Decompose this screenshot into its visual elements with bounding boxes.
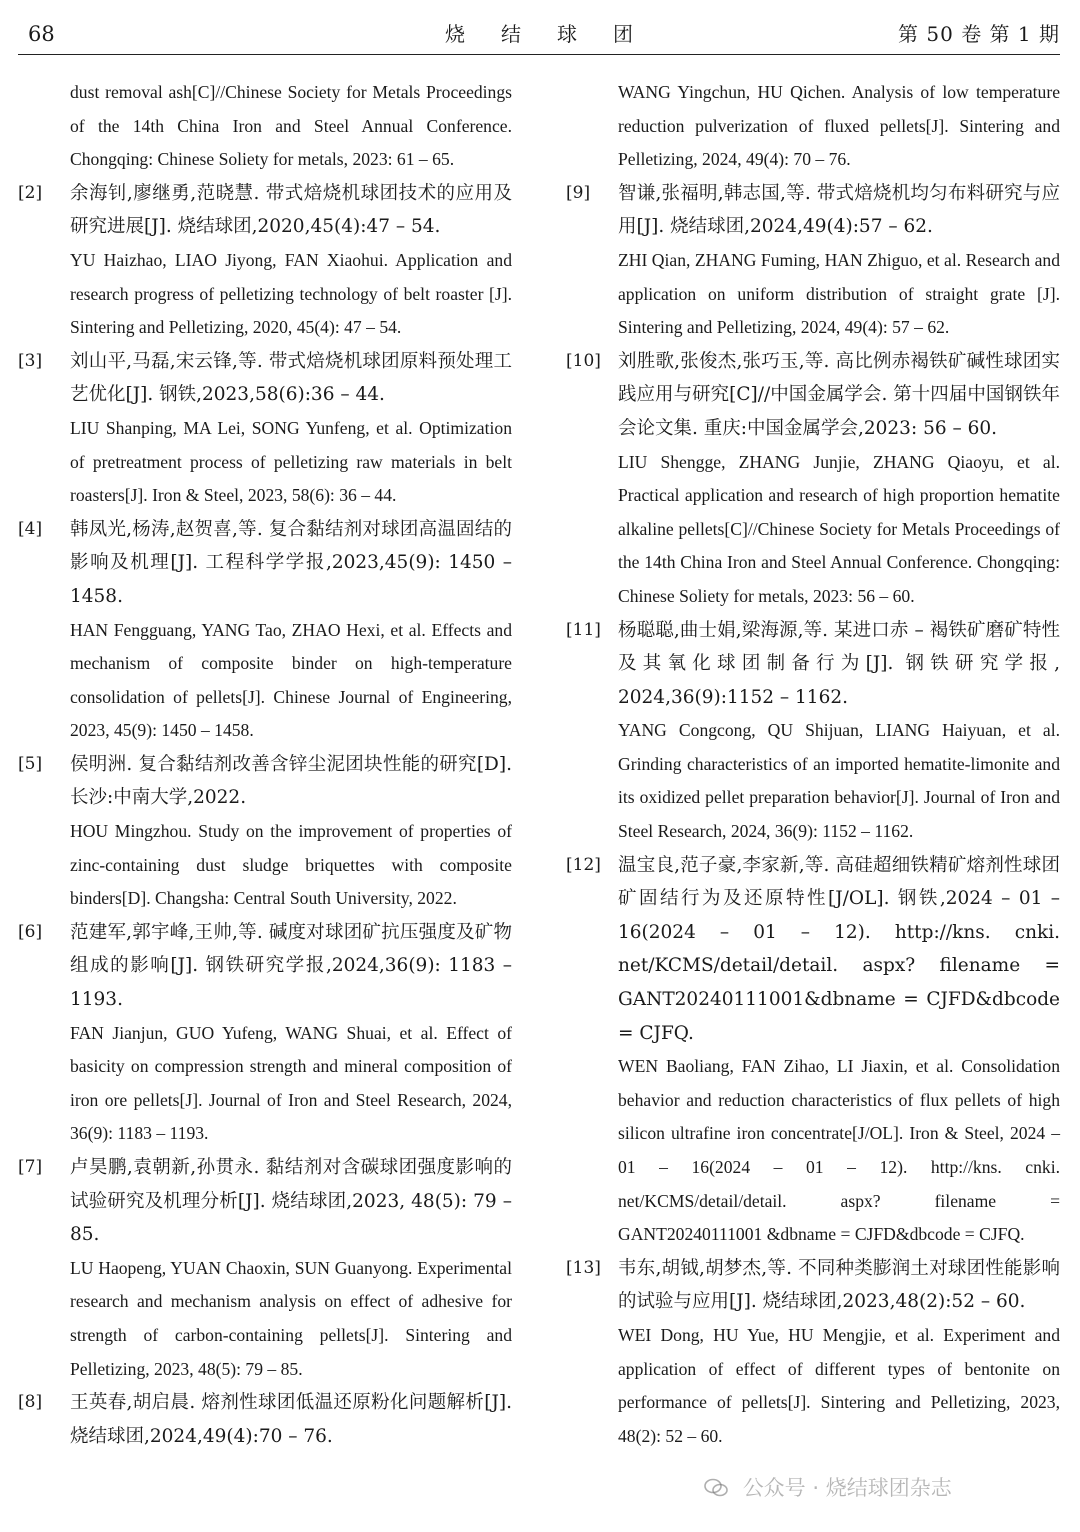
watermark: [704, 1472, 952, 1502]
ref-number: [8]: [18, 1392, 43, 1413]
reference-item: [566, 177, 1060, 345]
ref-zh: 王英春,胡启晨. 熔剂性球团低温还原粉化问题解析[J]. 烧结球团,2024,49(4):70 – 76.: [70, 1392, 512, 1447]
ref-en: YANG Congcong, QU Shijuan, LIANG Haiyuan, et al. Grinding characteristics of an imported hematite-limonite and its oxidized pellet preparation behavior[J]. Journal of Iron and Steel Research, 2024, 36(9): 1152 – 1162.: [618, 720, 1060, 842]
ref-en: HAN Fengguang, YANG Tao, ZHAO Hexi, et al. Effects and mechanism of composite binder on high-temperature consolidation of pellets[J]. Chinese Journal of Engineering, 2023, 45(9): 1450 – 1458.: [70, 619, 512, 741]
reference-item: [566, 345, 1060, 614]
ref-continuation: WANG Yingchun, HU Qichen. Analysis of low temperature reduction pulverization of fluxed pellets[J]. Sintering and Pelletizing, 2024, 49(4): 70 – 76.: [618, 82, 1060, 170]
ref-number: [13]: [566, 1257, 601, 1278]
ref-zh: 智谦,张福明,韩志国,等. 带式焙烧机均匀布料研究与应用[J]. 烧结球团,2024,49(4):57 – 62.: [618, 182, 1060, 238]
ref-number: [4]: [18, 518, 43, 539]
right-column: [566, 76, 1060, 1453]
reference-item: [18, 916, 512, 1151]
ref-zh: 韦东,胡钺,胡梦杰,等. 不同种类膨润土对球团性能影响的试验与应用[J]. 烧结球团,2023,48(2):52 – 60.: [618, 1257, 1060, 1313]
ref-zh: 余海钊,廖继勇,范晓慧. 带式焙烧机球团技术的应用及研究进展[J]. 烧结球团,2020,45(4):47 – 54.: [70, 182, 512, 238]
ref-en: HOU Mingzhou. Study on the improvement of properties of zinc-containing dust sludge briquettes with composite binders[D]. Changsha: Central South University, 2022.: [70, 821, 512, 909]
page-header: [18, 12, 1060, 55]
ref-en: LIU Shengge, ZHANG Junjie, ZHANG Qiaoyu, et al. Practical application and research of high proportion hematite alkaline pellets[C]//Chinese Society for Metals Proceedings of the 14th China Iron and Steel Annual Conference. Chongqing: Chinese Soliety for metals, 2023: 56 – 60.: [618, 451, 1060, 606]
ref-number: [5]: [18, 753, 43, 774]
reference-item: [18, 177, 512, 345]
journal-title: 烧结球团: [445, 22, 669, 46]
wechat-icon: [704, 1478, 728, 1498]
ref-zh: 侯明洲. 复合黏结剂改善含锌尘泥团块性能的研究[D]. 长沙:中南大学,2022.: [70, 753, 512, 809]
ref-en: ZHI Qian, ZHANG Fuming, HAN Zhiguo, et al. Research and application on uniform distribution of straight grate [J]. Sintering and Pelletizing, 2024, 49(4): 57 – 62.: [618, 249, 1060, 338]
ref-zh: 刘胜歌,张俊杰,张巧玉,等. 高比例赤褐铁矿碱性球团实践应用与研究[C]//中国金属学会. 第十四届中国钢铁年会论文集. 重庆:中国金属学会,2023: 56 – 60.: [618, 350, 1060, 439]
ref-en: WEI Dong, HU Yue, HU Mengjie, et al. Experiment and application of effect of different types of bentonite on performance of pellets[J]. Sintering and Pelletizing, 2023, 48(2): 52 – 60.: [618, 1324, 1060, 1446]
ref-number: [2]: [18, 182, 43, 203]
reference-item: [566, 1252, 1060, 1454]
ref-zh: 卢昊鹏,袁朝新,孙贯永. 黏结剂对含碳球团强度影响的试验研究及机理分析[J]. 烧结球团,2023, 48(5): 79 – 85.: [70, 1157, 512, 1246]
reference-item: [18, 345, 512, 513]
ref-zh: 韩凤光,杨涛,赵贺喜,等. 复合黏结剂对球团高温固结的影响及机理[J]. 工程科学学报,2023,45(9): 1450 – 1458.: [70, 518, 512, 607]
reference-item: [18, 1386, 512, 1453]
ref-number: [7]: [18, 1157, 43, 1177]
ref-zh: 温宝良,范子豪,李家新,等. 高硅超细铁精矿熔剂性球团矿固结行为及还原特性[J/OL]. 钢铁,2024 – 01 – 16(2024 – 01 – 12). http://kns. cnki. net/KCMS/detail/detail. aspx? filename = GANT20240111001&dbname = CJFD&dbcode = CJFQ.: [618, 854, 1060, 1044]
ref-zh: 范建军,郭宇峰,王帅,等. 碱度对球团矿抗压强度及矿物组成的影响[J]. 钢铁研究学报,2024,36(9): 1183 – 1193.: [70, 921, 512, 1011]
watermark-text: 公众号 · 烧结球团杂志: [742, 1476, 952, 1500]
ref-en: LU Haopeng, YUAN Chaoxin, SUN Guanyong. Experimental research and mechanism analysis on effect of adhesive for strength of carbon-containing pellets[J]. Sintering and Pelletizing, 2023, 48(5): 79 – 85.: [70, 1257, 512, 1379]
ref-zh: 杨聪聪,曲士娟,梁海源,等. 某进口赤 – 褐铁矿磨矿特性及其氧化球团制备行为[J]. 钢铁研究学报, 2024,36(9):1152 – 1162.: [618, 619, 1060, 708]
ref-en: FAN Jianjun, GUO Yufeng, WANG Shuai, et al. Effect of basicity on compression strength and mineral composition of iron ore pellets[J]. Journal of Iron and Steel Research, 2024, 36(9): 1183 – 1193.: [70, 1022, 512, 1144]
issue-label: 第 50 卷 第 1 期: [898, 22, 1060, 46]
ref-zh: 刘山平,马磊,宋云锋,等. 带式焙烧机球团原料预处理工艺优化[J]. 钢铁,2023,58(6):36 – 44.: [70, 350, 512, 406]
ref-en: LIU Shanping, MA Lei, SONG Yunfeng, et al. Optimization of pretreatment process of pelletizing raw materials in belt roasters[J]. Iron & Steel, 2023, 58(6): 36 – 44.: [70, 417, 512, 506]
ref-number: [3]: [18, 350, 43, 371]
left-column: [18, 76, 512, 1453]
ref-number: [6]: [18, 921, 43, 942]
page-number: 68: [28, 22, 55, 46]
ref-number: [9]: [566, 182, 591, 203]
reference-item: [566, 849, 1060, 1252]
ref-en: YU Haizhao, LIAO Jiyong, FAN Xiaohui. Application and research progress of pelletizing technology of belt roaster [J]. Sintering and Pelletizing, 2020, 45(4): 47 – 54.: [70, 249, 512, 338]
ref-number: [12]: [566, 854, 601, 875]
ref-number: [11]: [566, 619, 601, 640]
ref-number: [10]: [566, 350, 601, 371]
reference-item: [566, 614, 1060, 849]
reference-item: [18, 1151, 512, 1386]
ref-en: WEN Baoliang, FAN Zihao, LI Jiaxin, et al. Consolidation behavior and reduction characteristics of flux pellets of high silicon ultrafine iron concentrate[J/OL]. Iron & Steel, 2024 – 01 – 16(2024 – 01 – 12). http://kns. cnki. net/KCMS/detail/detail. aspx? filename = GANT20240111001 &dbname = CJFD&dbcode = CJFQ.: [618, 1056, 1060, 1245]
ref-continuation: dust removal ash[C]//Chinese Society for Metals Proceedings of the 14th China Iron and Steel Annual Conference. Chongqing: Chinese Soliety for metals, 2023: 61 – 65.: [70, 82, 512, 170]
reference-item: [18, 748, 512, 916]
reference-item: [18, 513, 512, 748]
